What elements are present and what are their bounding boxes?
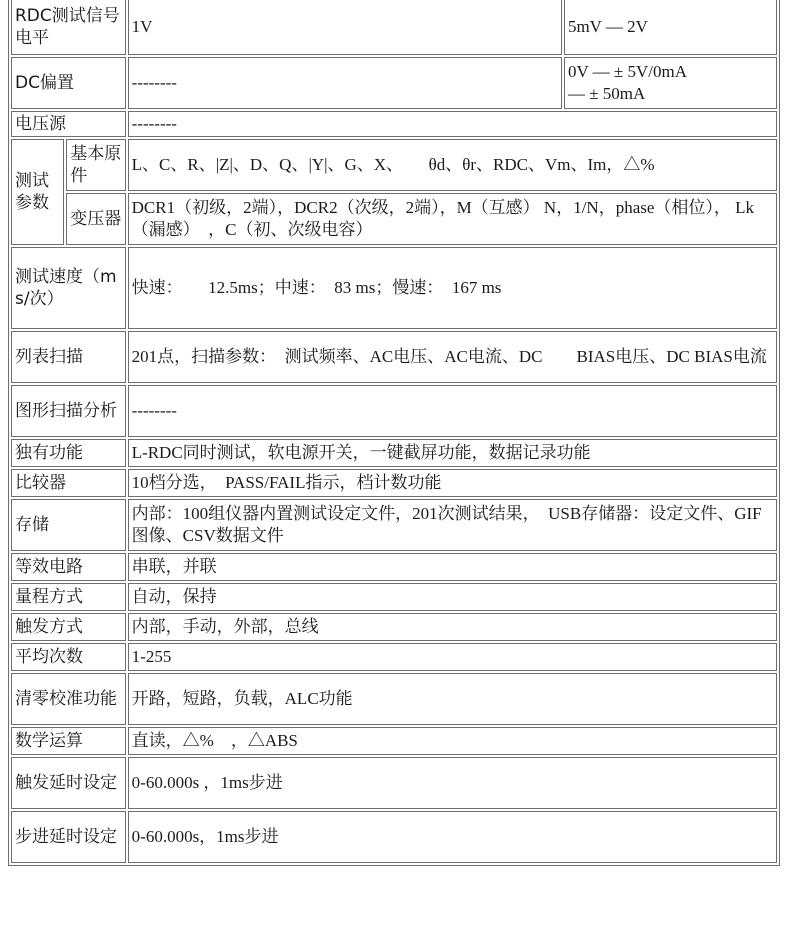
test-speed-label: 测试速度（ms/次） — [11, 247, 126, 329]
range-mode-label: 量程方式 — [11, 583, 126, 611]
zero-cal-value: 开路，短路，负载，ALC功能 — [128, 673, 777, 725]
comparator-label: 比较器 — [11, 469, 126, 497]
equiv-circuit-label: 等效电路 — [11, 553, 126, 581]
graph-sweep-value: -------- — [128, 385, 777, 437]
rdc-level-range: 5mV — 2V — [564, 0, 777, 55]
basic-components-value: L、C、R、|Z|、D、Q、|Y|、G、X、 θd、θr、RDC、Vm、Im，△% — [128, 139, 777, 191]
row-test-speed — [11, 247, 777, 329]
voltage-source-label: 电压源 — [11, 111, 126, 137]
voltage-source-value: -------- — [128, 111, 777, 137]
row-trigger-delay — [11, 757, 777, 809]
trigger-delay-value: 0-60.000s ，1ms步进 — [128, 757, 777, 809]
row-zero-cal — [11, 673, 777, 725]
row-comparator — [11, 469, 777, 497]
trigger-delay-label: 触发延时设定 — [11, 757, 126, 809]
transformer-value: DCR1（初级，2端），DCR2（次级，2端），M（互感） N，1/N，phase（相位）， Lk（漏感） ，C（初、次级电容） — [128, 193, 777, 245]
row-unique-features — [11, 439, 777, 467]
unique-features-label: 独有功能 — [11, 439, 126, 467]
row-equiv-circuit — [11, 553, 777, 581]
transformer-label: 变压器 — [66, 193, 125, 245]
averaging-label: 平均次数 — [11, 643, 126, 671]
row-dc-bias — [11, 57, 777, 109]
dc-bias-range — [564, 57, 777, 109]
dc-bias-value: -------- — [128, 57, 562, 109]
row-step-delay — [11, 811, 777, 863]
dc-bias-label: DC偏置 — [11, 57, 126, 109]
row-rdc-level — [11, 0, 777, 55]
dc-bias-range-line1: 0V — ± 5V/0mA — [567, 62, 687, 81]
rdc-level-value: 1V — [128, 0, 562, 55]
dc-bias-range-line2: — ± 50mA — [567, 84, 646, 103]
averaging-value: 1-255 — [128, 643, 777, 671]
equiv-circuit-value: 串联，并联 — [128, 553, 777, 581]
basic-components-label: 基本原件 — [66, 139, 125, 191]
comparator-value: 10档分选， PASS/FAIL指示，档计数功能 — [128, 469, 777, 497]
test-speed-value: 快速： 12.5ms；中速： 83 ms；慢速： 167 ms — [128, 247, 777, 329]
rdc-level-label: RDC测试信号电平 — [11, 0, 126, 55]
unique-features-value: L-RDC同时测试，软电源开关，一键截屏功能，数据记录功能 — [128, 439, 777, 467]
graph-sweep-label: 图形扫描分析 — [11, 385, 126, 437]
row-test-params-transformer — [11, 193, 777, 245]
math-label: 数学运算 — [11, 727, 126, 755]
spec-table — [8, 0, 780, 866]
row-storage — [11, 499, 777, 551]
row-list-sweep — [11, 331, 777, 383]
zero-cal-label: 清零校准功能 — [11, 673, 126, 725]
row-math — [11, 727, 777, 755]
list-sweep-label: 列表扫描 — [11, 331, 126, 383]
row-graph-sweep — [11, 385, 777, 437]
row-voltage-source — [11, 111, 777, 137]
range-mode-value: 自动，保持 — [128, 583, 777, 611]
row-range-mode — [11, 583, 777, 611]
test-params-label: 测试参数 — [11, 139, 64, 245]
storage-value: 内部：100组仪器内置测试设定文件，201次测试结果， USB存储器：设定文件、GIF图像、CSV数据文件 — [128, 499, 777, 551]
trigger-mode-value: 内部，手动，外部，总线 — [128, 613, 777, 641]
math-value: 直读，△% ，△ABS — [128, 727, 777, 755]
step-delay-value: 0-60.000s，1ms步进 — [128, 811, 777, 863]
row-averaging — [11, 643, 777, 671]
list-sweep-value: 201点，扫描参数： 测试频率、AC电压、AC电流、DC BIAS电压、DC BIAS电流 — [128, 331, 777, 383]
storage-label: 存储 — [11, 499, 126, 551]
row-test-params-basic — [11, 139, 777, 191]
trigger-mode-label: 触发方式 — [11, 613, 126, 641]
row-trigger-mode — [11, 613, 777, 641]
step-delay-label: 步进延时设定 — [11, 811, 126, 863]
